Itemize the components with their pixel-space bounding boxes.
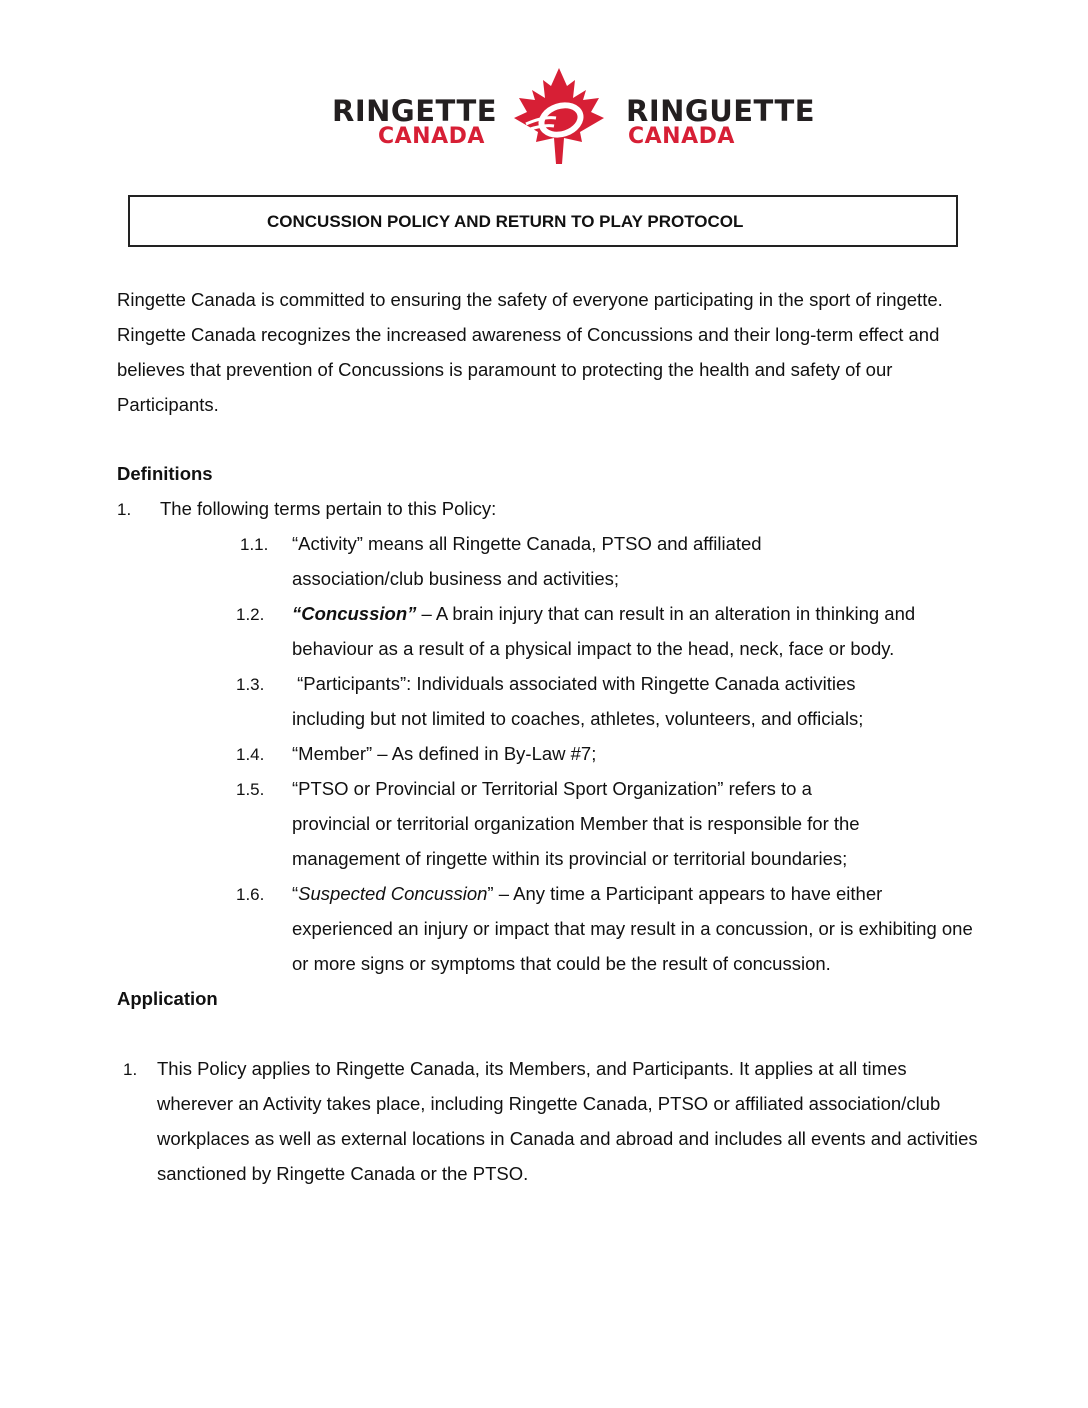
definition-text: – A brain injury that can result in an alteration in thinking and	[416, 603, 916, 624]
definition-line	[292, 596, 915, 631]
definition-line: or more signs or symptoms that could be the result of concussion.	[292, 953, 831, 974]
definition-number: 1.1.	[240, 535, 269, 554]
ringette-canada-logo	[330, 66, 814, 166]
definition-text: ” – Any time a Participant appears to have either	[487, 883, 883, 904]
application-line: This Policy applies to Ringette Canada, its Members, and Participants. It applies at all times	[157, 1058, 907, 1079]
application-line: workplaces as well as external locations in Canada and abroad and includes all events and activities	[157, 1128, 978, 1149]
definition-number: 1.2.	[236, 605, 265, 624]
application-item-number: 1.	[123, 1060, 138, 1079]
application-heading: Application	[117, 988, 218, 1009]
logo-french-country: CANADA	[628, 124, 735, 149]
application-line: wherever an Activity takes place, including Ringette Canada, PTSO or affiliated association/club	[157, 1093, 941, 1114]
definition-number: 1.3.	[236, 675, 265, 694]
definition-line: “Member” – As defined in By-Law #7;	[292, 743, 597, 764]
definition-line: including but not limited to coaches, athletes, volunteers, and officials;	[292, 708, 864, 729]
definition-term-prefix: “	[292, 883, 299, 904]
definition-number: 1.5.	[236, 780, 265, 799]
definitions-item-text: The following terms pertain to this Policy:	[160, 498, 497, 519]
definition-line: “Activity” means all Ringette Canada, PTSO and affiliated	[292, 533, 762, 554]
definition-line	[292, 876, 882, 911]
logo-english-name: RINGETTE	[332, 94, 498, 128]
definition-line: management of ringette within its provincial or territorial boundaries;	[292, 848, 848, 869]
definition-line: behaviour as a result of a physical impact to the head, neck, face or body.	[292, 638, 895, 659]
definition-line: “Participants”: Individuals associated with Ringette Canada activities	[292, 673, 856, 694]
definition-line: association/club business and activities;	[292, 568, 620, 589]
definition-number: 1.4.	[236, 745, 265, 764]
definition-line: “PTSO or Provincial or Territorial Sport Organization” refers to a	[292, 778, 812, 799]
definitions-heading: Definitions	[117, 463, 213, 484]
document-title: CONCUSSION POLICY AND RETURN TO PLAY PROTOCOL	[267, 212, 744, 231]
definition-term: Suspected Concussion	[298, 883, 488, 904]
application-line: sanctioned by Ringette Canada or the PTSO.	[157, 1163, 529, 1184]
definition-line: experienced an injury or impact that may result in a concussion, or is exhibiting one	[292, 918, 973, 939]
definition-number: 1.6.	[236, 885, 265, 904]
document-title-box	[128, 195, 958, 247]
logo-english-country: CANADA	[378, 124, 485, 149]
maple-leaf-ring-icon	[504, 66, 614, 166]
intro-paragraph: Ringette Canada is committed to ensuring the safety of everyone participating in the sport of ringette. Ringette Canada recognizes the increased awareness of Concussions and their long-term effect and believes that prevention of Concussions is paramount to protecting the health and safety of our Participants.	[117, 289, 943, 415]
definitions-item-number: 1.	[117, 500, 132, 519]
logo-french-name: RINGUETTE	[626, 94, 816, 128]
definition-term: “Concussion”	[292, 603, 417, 624]
definition-line: provincial or territorial organization Member that is responsible for the	[292, 813, 860, 834]
